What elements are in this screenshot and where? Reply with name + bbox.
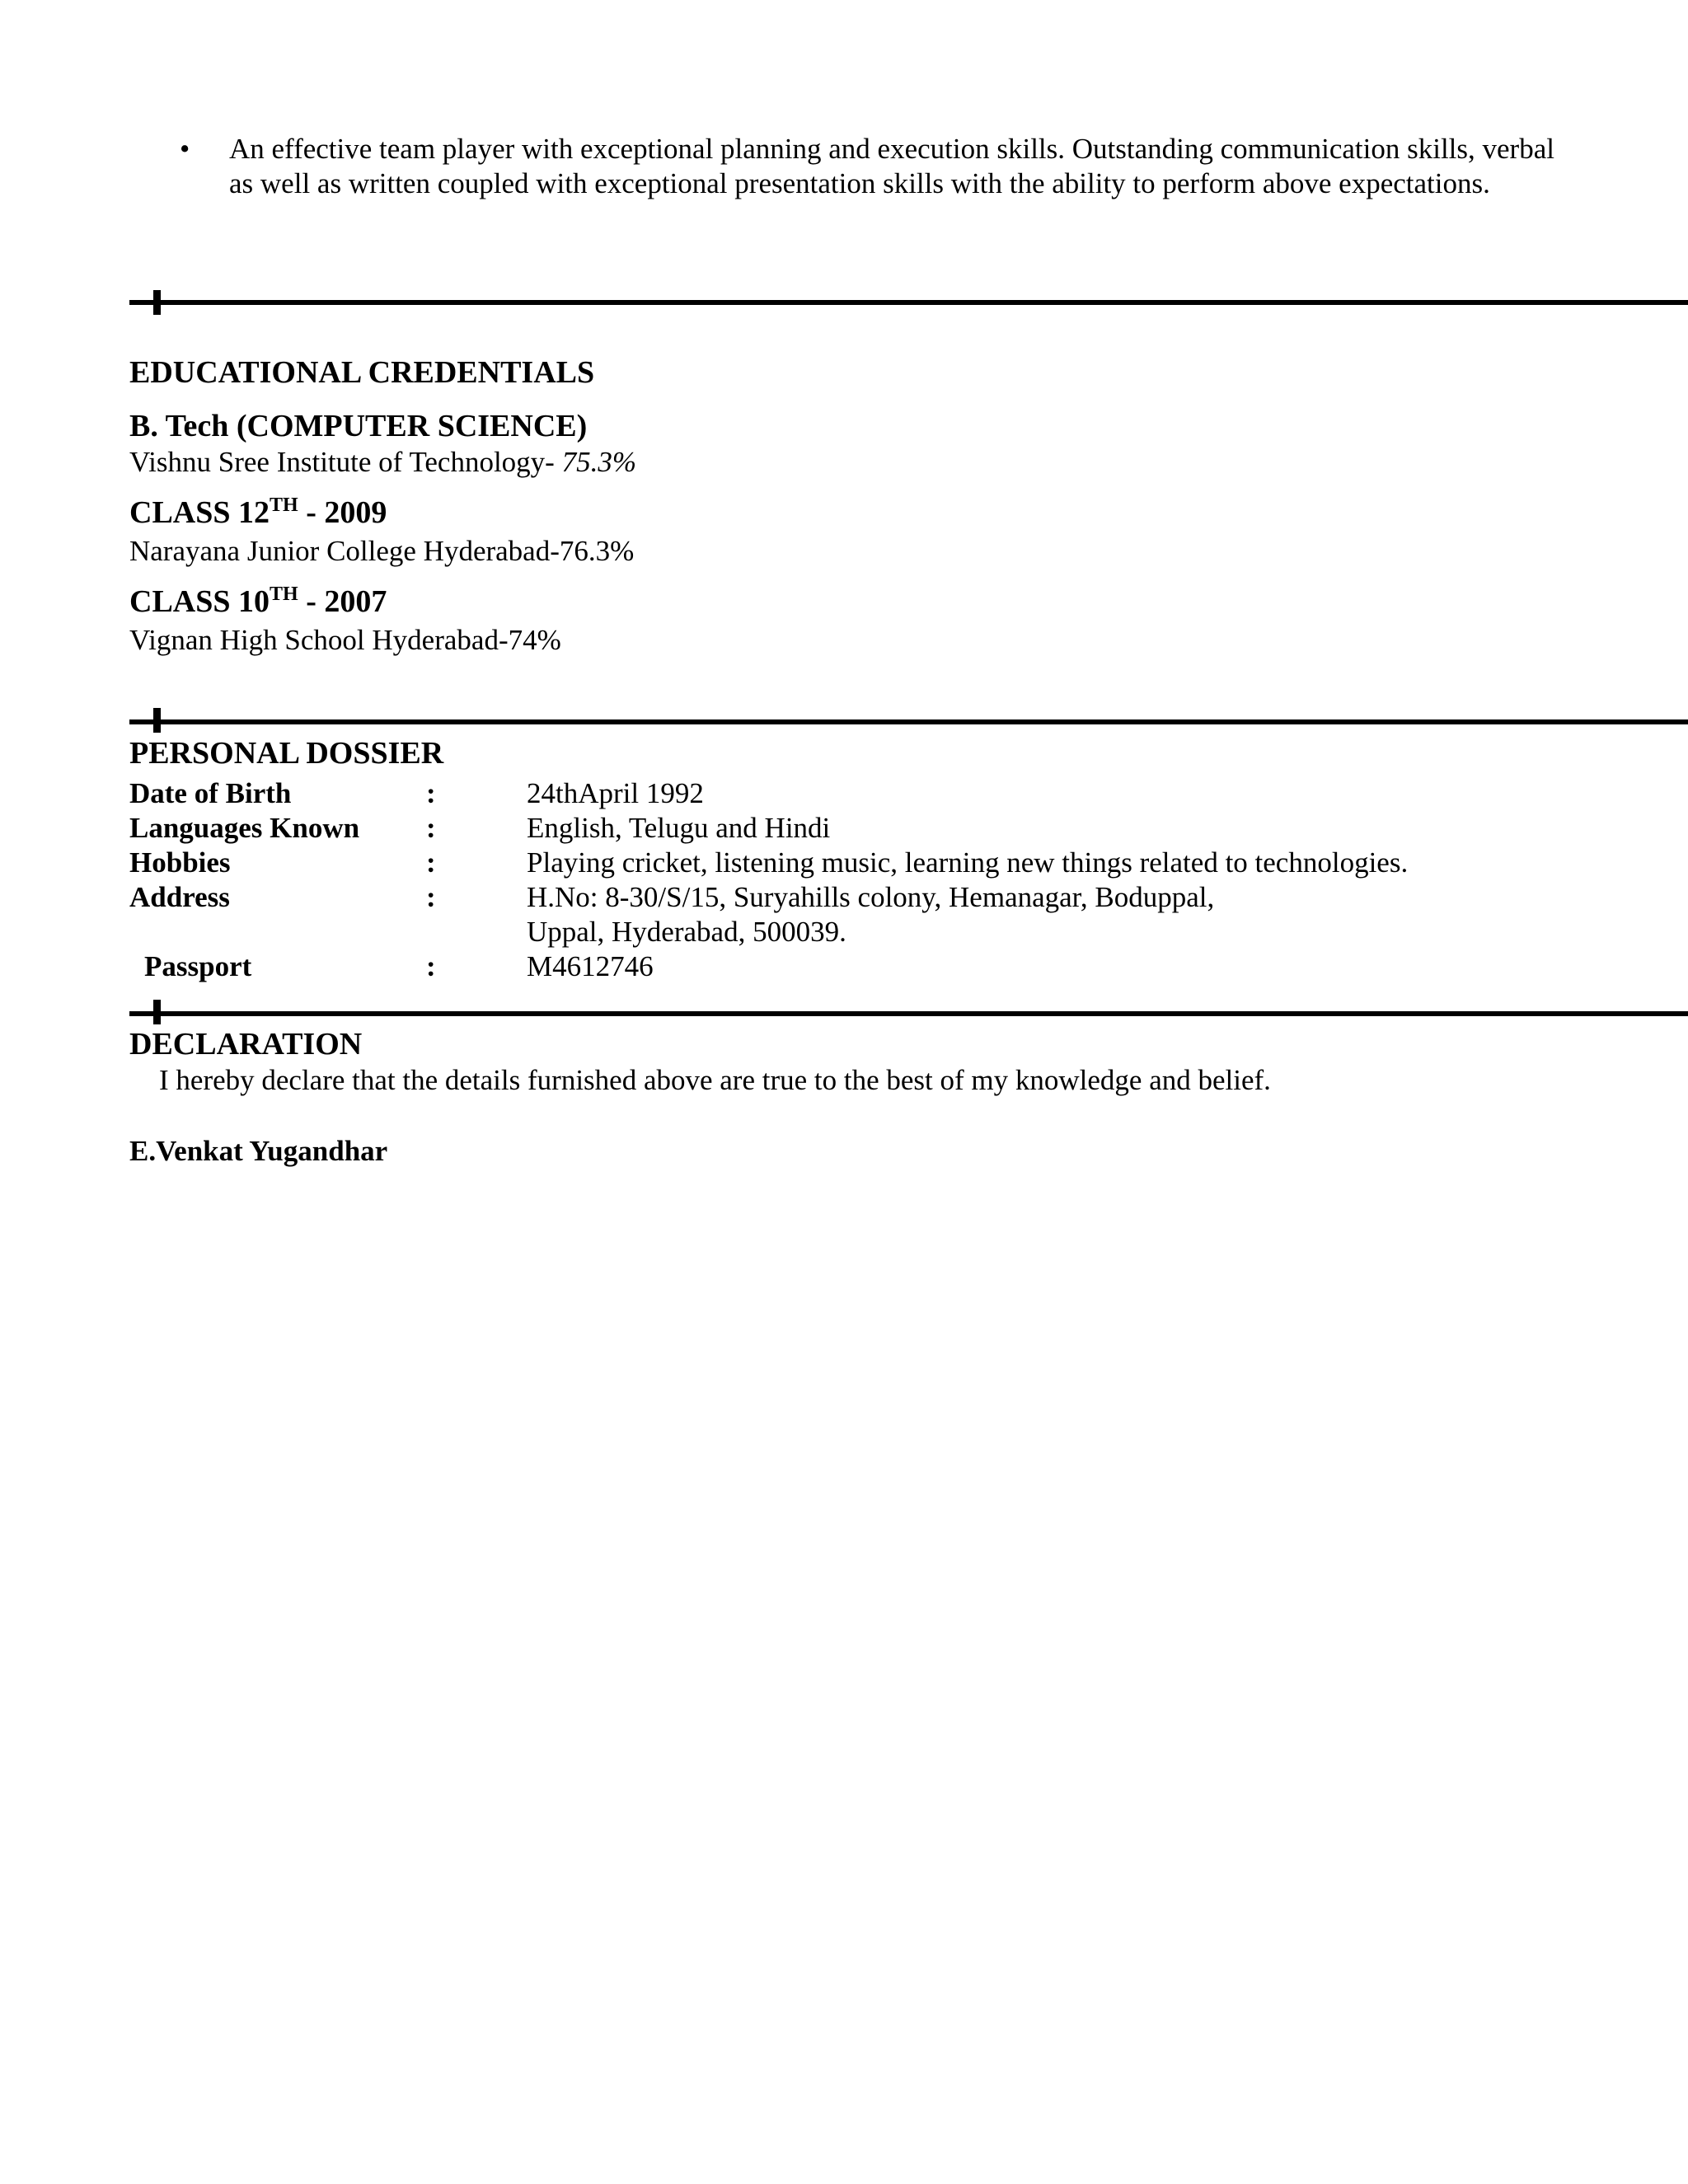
dossier-row-passport	[129, 949, 1654, 984]
signature-name: E.Venkat Yugandhar	[129, 1135, 388, 1167]
class10-title-prefix: CLASS 10	[129, 584, 270, 619]
dossier-row-address	[129, 880, 1654, 949]
class12-title	[129, 494, 387, 531]
class10-title-suffix: - 2007	[298, 584, 387, 619]
divider-tick	[153, 1000, 161, 1024]
summary-text: An effective team player with exceptional planning and execution skills. Outstanding communication skills, verbal as well as written coupled with exceptional presentation skills with the ability to perform above expectations.	[229, 133, 1554, 199]
declaration-text: I hereby declare that the details furnished above are true to the best of my knowledge and belief.	[159, 1064, 1271, 1096]
address-line-1: H.No: 8-30/S/15, Suryahills colony, Hemanagar, Boduppal,	[527, 881, 1215, 913]
dob-value: 24thApril 1992	[527, 777, 704, 809]
hobbies-separator: :	[426, 846, 436, 879]
dossier-row-dob	[129, 776, 1654, 811]
languages-label: Languages Known	[129, 812, 360, 844]
section-divider	[129, 300, 1688, 305]
dossier-row-hobbies	[129, 846, 1654, 880]
address-value	[527, 880, 1648, 949]
class12-title-prefix: CLASS 12	[129, 495, 270, 530]
dob-label: Date of Birth	[129, 777, 292, 809]
personal-heading: PERSONAL DOSSIER	[129, 736, 444, 771]
passport-value: M4612746	[527, 950, 654, 982]
section-divider	[129, 1011, 1688, 1016]
dob-separator: :	[426, 777, 436, 809]
divider-tick	[153, 290, 161, 315]
divider-tick	[153, 708, 161, 733]
declaration-heading: DECLARATION	[129, 1027, 363, 1062]
passport-separator: :	[426, 950, 436, 982]
class10-detail: Vignan High School Hyderabad-74%	[129, 624, 561, 656]
btech-score: 75.3%	[561, 446, 636, 478]
languages-separator: :	[426, 812, 436, 844]
address-label: Address	[129, 881, 230, 913]
class10-superscript: TH	[270, 583, 298, 605]
class10-title	[129, 583, 387, 620]
class12-detail: Narayana Junior College Hyderabad-76.3%	[129, 535, 635, 567]
class12-superscript: TH	[270, 494, 298, 516]
passport-label: Passport	[144, 950, 252, 982]
address-separator: :	[426, 881, 436, 913]
dossier-row-languages	[129, 811, 1654, 846]
section-divider	[129, 719, 1688, 724]
languages-value: English, Telugu and Hindi	[527, 812, 831, 844]
bullet-icon: •	[180, 133, 190, 165]
btech-institute-name: Vishnu Sree Institute of Technology-	[129, 446, 562, 478]
class12-title-suffix: - 2009	[298, 495, 387, 530]
btech-title: B. Tech (COMPUTER SCIENCE)	[129, 409, 588, 443]
address-line-2: Uppal, Hyderabad, 500039.	[527, 916, 846, 948]
hobbies-value: Playing cricket, listening music, learning new things related to technologies.	[527, 846, 1409, 879]
hobbies-label: Hobbies	[129, 846, 231, 879]
education-heading: EDUCATIONAL CREDENTIALS	[129, 355, 595, 390]
btech-institute	[129, 445, 636, 480]
personal-details-table	[129, 776, 1654, 984]
